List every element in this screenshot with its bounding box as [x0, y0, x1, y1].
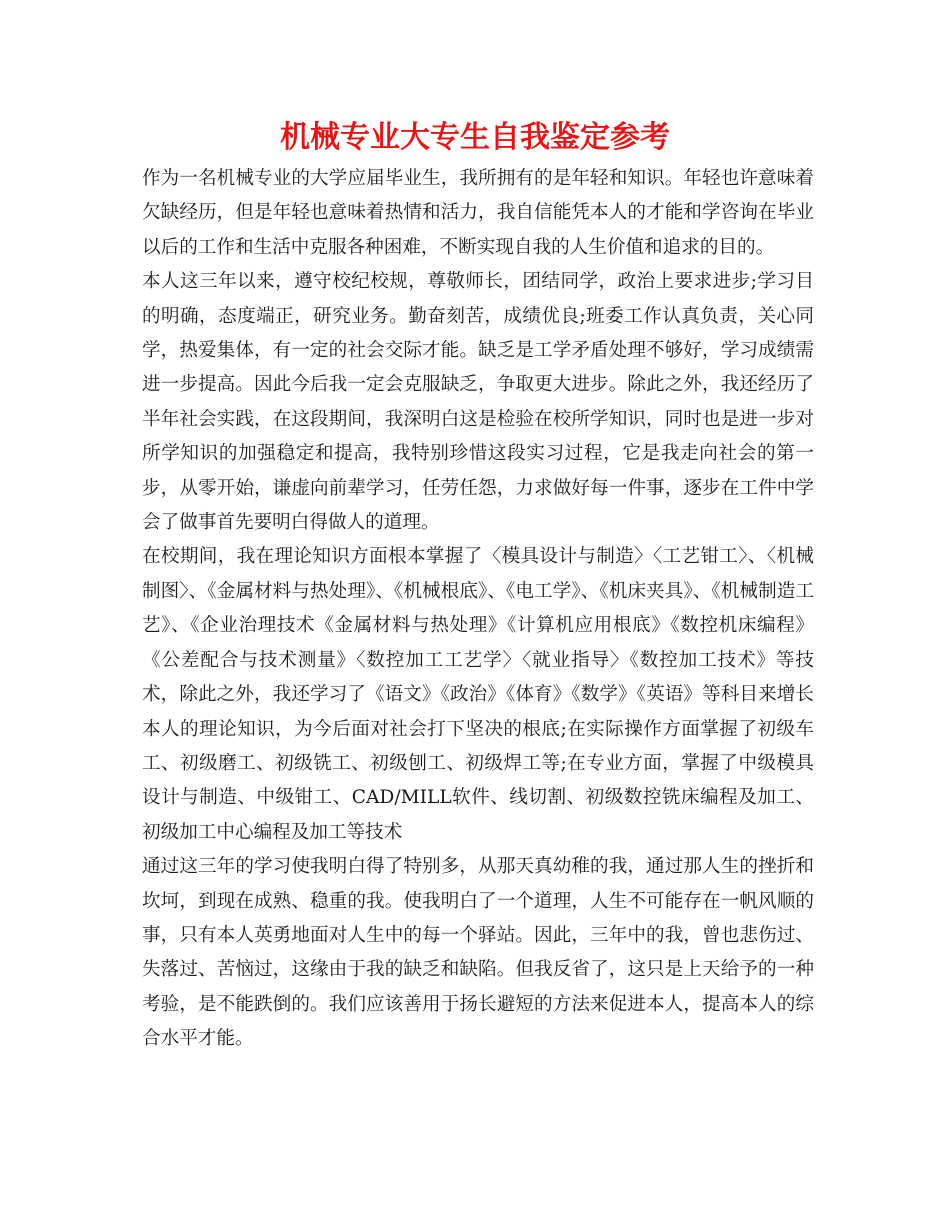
paragraph-courses: 在校期间，我在理论知识方面根本掌握了〈模具设计与制造〉〈工艺钳工〉、〈机械制图〉、《金属材料与热处理》、《机械根底》、《电工学》、《机床夹具》、《机械制造工艺》、《企业治理技术《金属材料与热处理》《计算机应用根底》《数控机床编程》《公差配合与技术测量》〈数控加工工艺学〉〈就业指导〉《数控加工技术》等技术，除此之外，我还学习了《语文》《政治》《体育》《数学》《英语》等科目来增长本人的理论知识，为今后面对社会打下坚决的根底;在实际操作方面掌握了初级车工、初级磨工、初级铣工、初级刨工、初级焊工等;在专业方面，掌握了中级模具设计与制造、中级钳工、CAD/MILL软件、线切割、初级数控铣床编程及加工、初级加工中心编程及加工等技术: [142, 546, 814, 843]
paragraph-conduct: 本人这三年以来，遵守校纪校规，尊敬师长，团结同学，政治上要求进步;学习目的明确，态度端正，研究业务。勤奋刻苦，成绩优良;班委工作认真负责，关心同学，热爱集体，有一定的社会交际才能。缺乏是工学矛盾处理不够好，学习成绩需进一步提高。因此今后我一定会克服缺乏，争取更大进步。除此之外，我还经历了半年社会实践，在这段期间，我深明白这是检验在校所学知识，同时也是进一步对所学知识的加强稳定和提高，我特别珍惜这段实习过程，它是我走向社会的第一步，从零开始，谦虚向前辈学习，任劳任怨，力求做好每一件事，逐步在工件中学会了做事首先要明白得做人的道理。: [142, 271, 814, 534]
document-title: 机械专业大专生自我鉴定参考: [280, 120, 670, 155]
document-body: [142, 162, 814, 1057]
paragraph-intro: 作为一名机械专业的大学应届毕业生，我所拥有的是年轻和知识。年轻也许意味着欠缺经历，但是年轻也意味着热情和活力，我自信能凭本人的才能和学咨询在毕业以后的工作和生活中克服各种困难，不断实现自我的人生价值和追求的目的。: [142, 168, 814, 258]
paragraph-reflection: 通过这三年的学习使我明白得了特别多，从那天真幼稚的我，通过那人生的挫折和坎坷，到现在成熟、稳重的我。使我明白了一个道理，人生不可能存在一帆风顺的事，只有本人英勇地面对人生中的每一个驿站。因此，三年中的我，曾也悲伤过、失落过、苦恼过，这缘由于我的缺乏和缺陷。但我反省了，这只是上天给予的一种考验，是不能跌倒的。我们应该善用于扬长避短的方法来促进本人，提高本人的综合水平才能。: [142, 856, 814, 1050]
